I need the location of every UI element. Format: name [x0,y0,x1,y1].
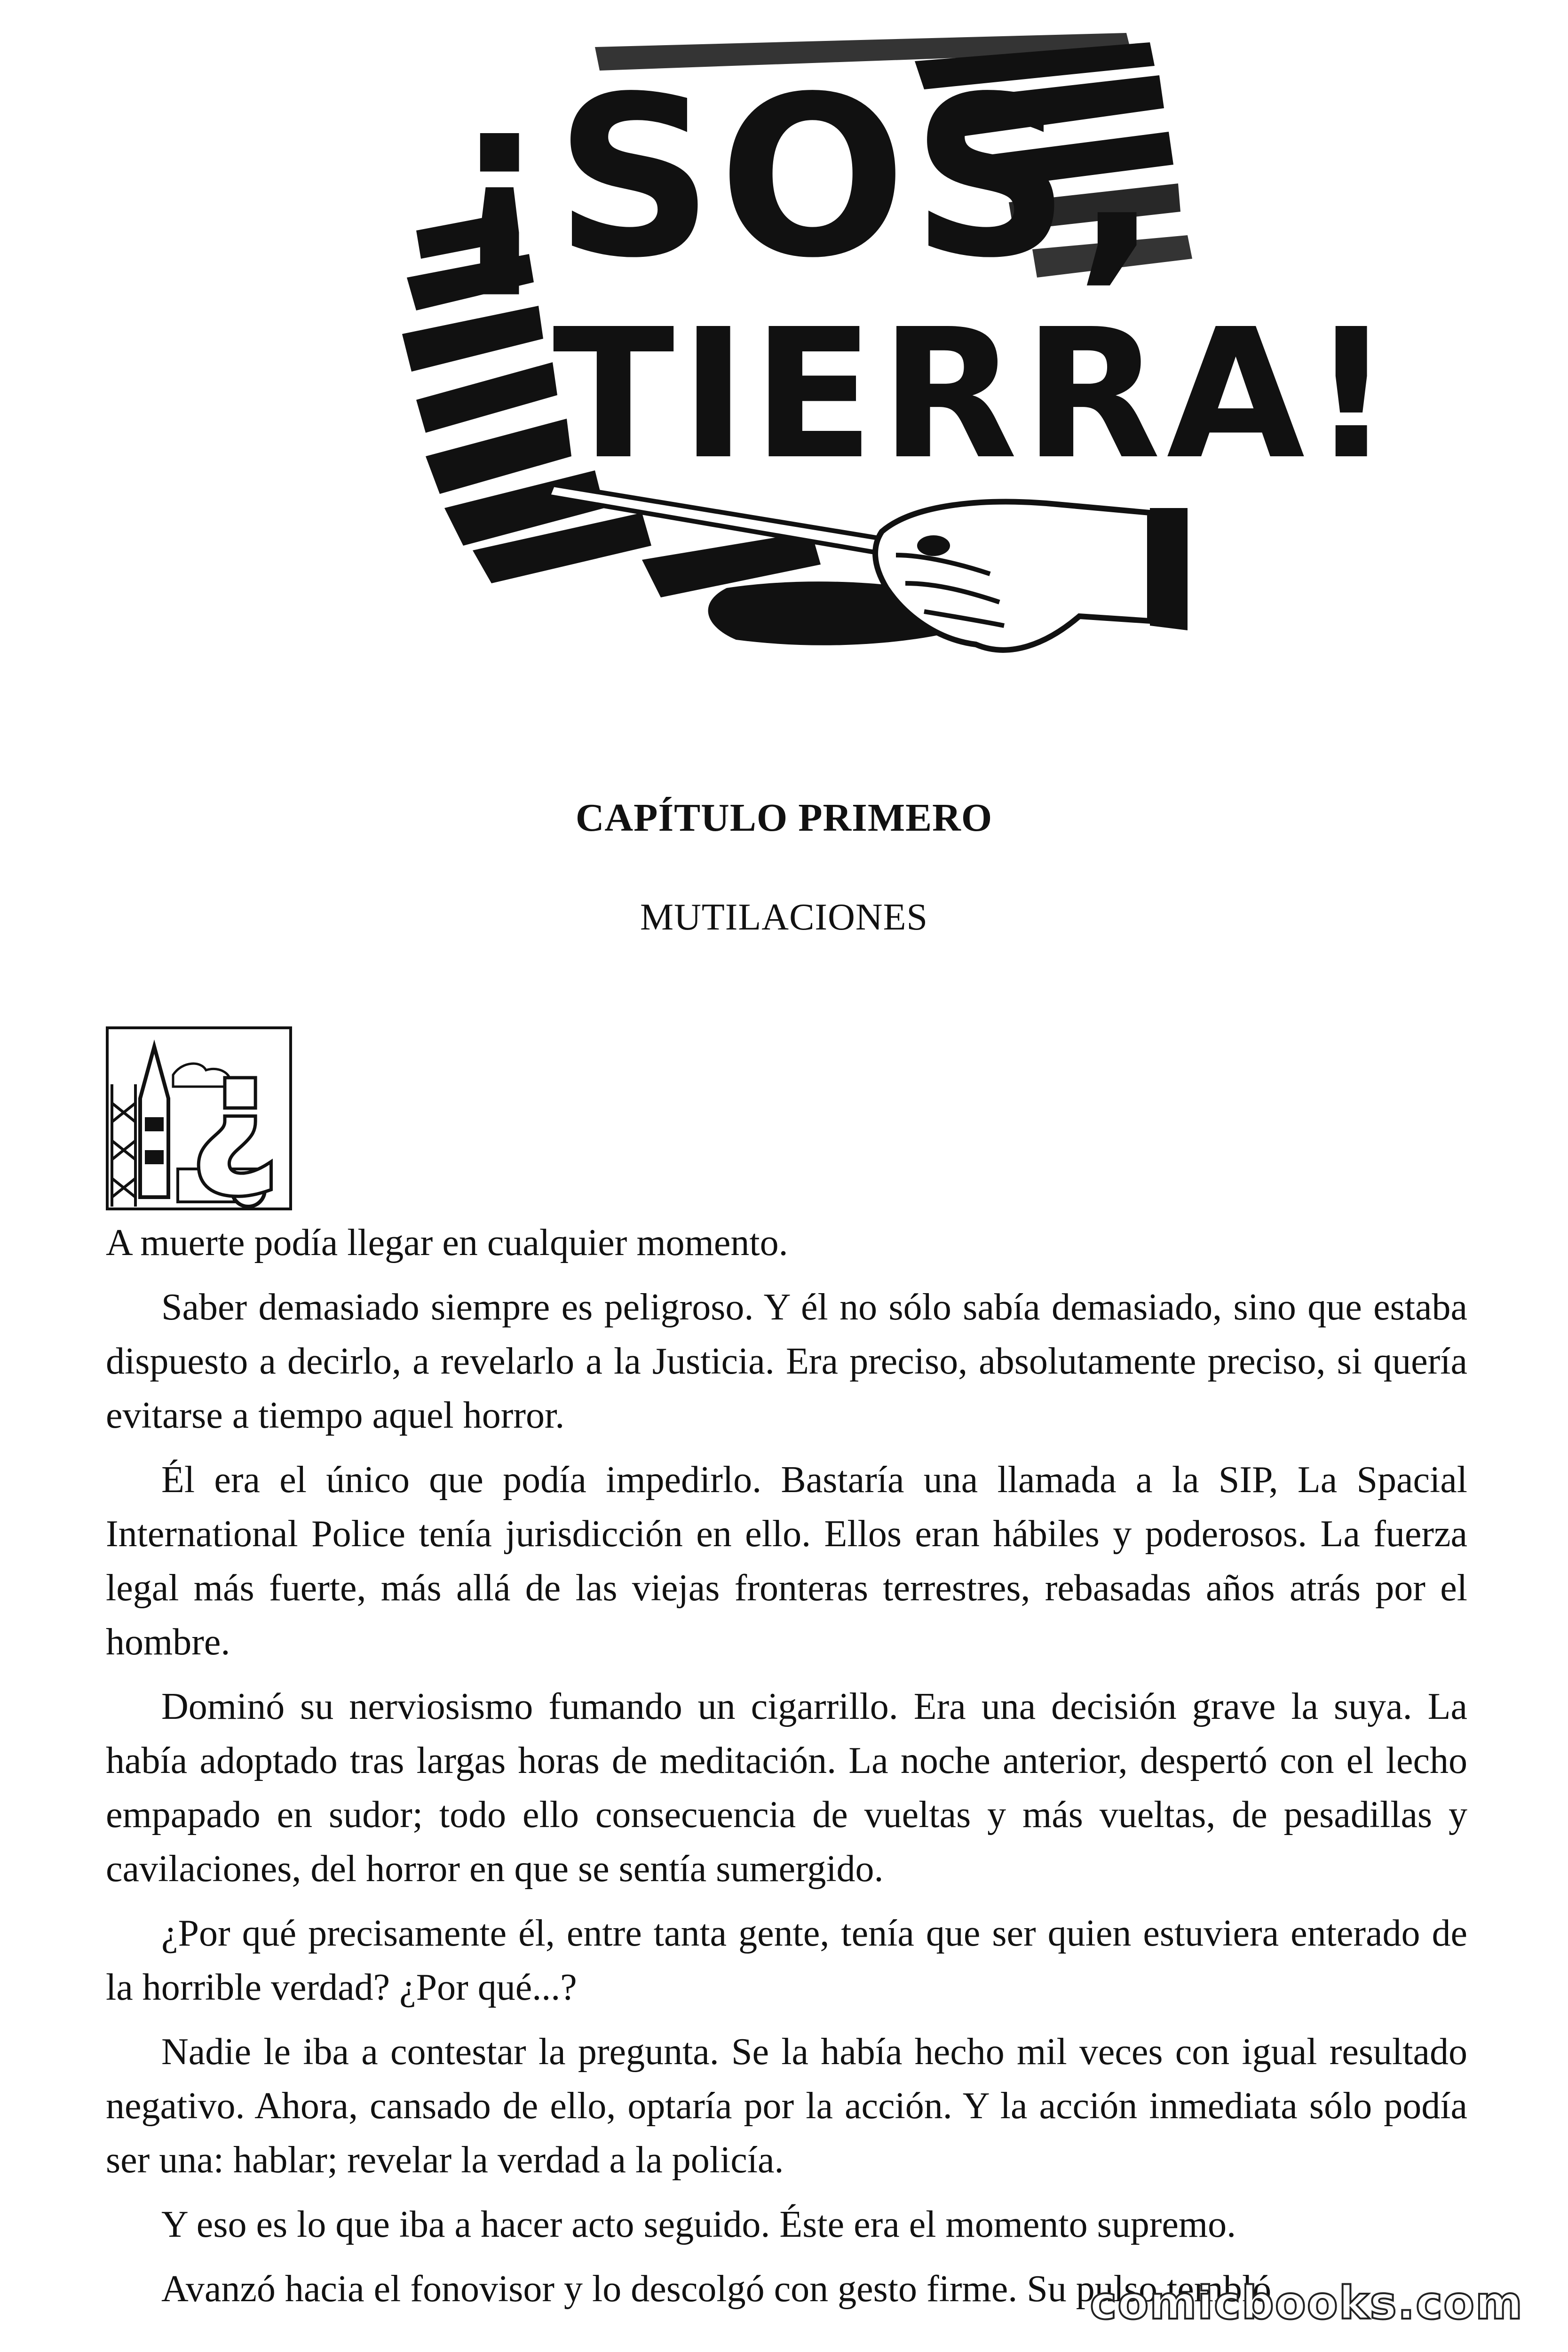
drop-cap-illustration [107,1020,291,1209]
title-illustration [397,33,1398,682]
paragraph: Nadie le iba a contestar la pregunta. Se la había hecho mil veces con igual resultado negativo. Ahora, cansado de ello, optaría por la acción. Y la acción inmediata sólo podía ser una: hablar; revelar la verdad a la policía. [106,2031,1467,2181]
paragraph: ¿Por qué precisamente él, entre tanta gente, tenía que ser quien estuviera enterado de la horrible verdad? ¿Por qué...? [106,1913,1467,2008]
hand-holding-knife-icon [397,33,1398,682]
rocket-launch-icon [107,1020,291,1209]
body-text [106,1216,1467,2327]
paragraph: Él era el único que podía impedirlo. Bastaría una llamada a la SIP, La Spacial International Police tenía jurisdicción en ello. Ellos eran hábiles y poderosos. La fuerza legal más fuerte, más allá de las viejas fronteras terrestres, rebasadas años atrás por el hombre. [106,1459,1467,1663]
watermark: comicbooks.com [1090,2277,1523,2329]
title-line-1: ¡SOS, [449,49,1164,306]
paragraph: Avanzó hacia el fonovisor y lo descolgó con gesto firme. Su pulso tembló [161,2268,1272,2310]
paragraph: A muerte podía llegar en cualquier momento. [106,1222,788,1263]
chapter-subtitle: MUTILACIONES [640,897,928,938]
drop-cap-letter: ¿ [190,1020,280,1201]
paragraph: Saber demasiado siempre es peligroso. Y él no sólo sabía demasiado, sino que estaba dispuesto a decirlo, a revelarlo a la Justicia. Era preciso, absolutamente preciso, si quería evitarse a tiempo aquel horror. [106,1287,1467,1436]
title-line-2: TIERRA! [553,290,1398,499]
chapter-heading: CAPÍTULO PRIMERO [575,796,993,840]
paragraph: Dominó su nerviosismo fumando un cigarrillo. Era una decisión grave la suya. La había adoptado tras largas horas de meditación. La noche anterior, despertó con el lecho empapado en sudor; todo ello consecuencia de vueltas y más vueltas, de pesadillas y cavilaciones, del horror en que se sentía sumergido. [106,1686,1467,1890]
paragraph: Y eso es lo que iba a hacer acto seguido. Éste era el momento supremo. [161,2204,1236,2245]
